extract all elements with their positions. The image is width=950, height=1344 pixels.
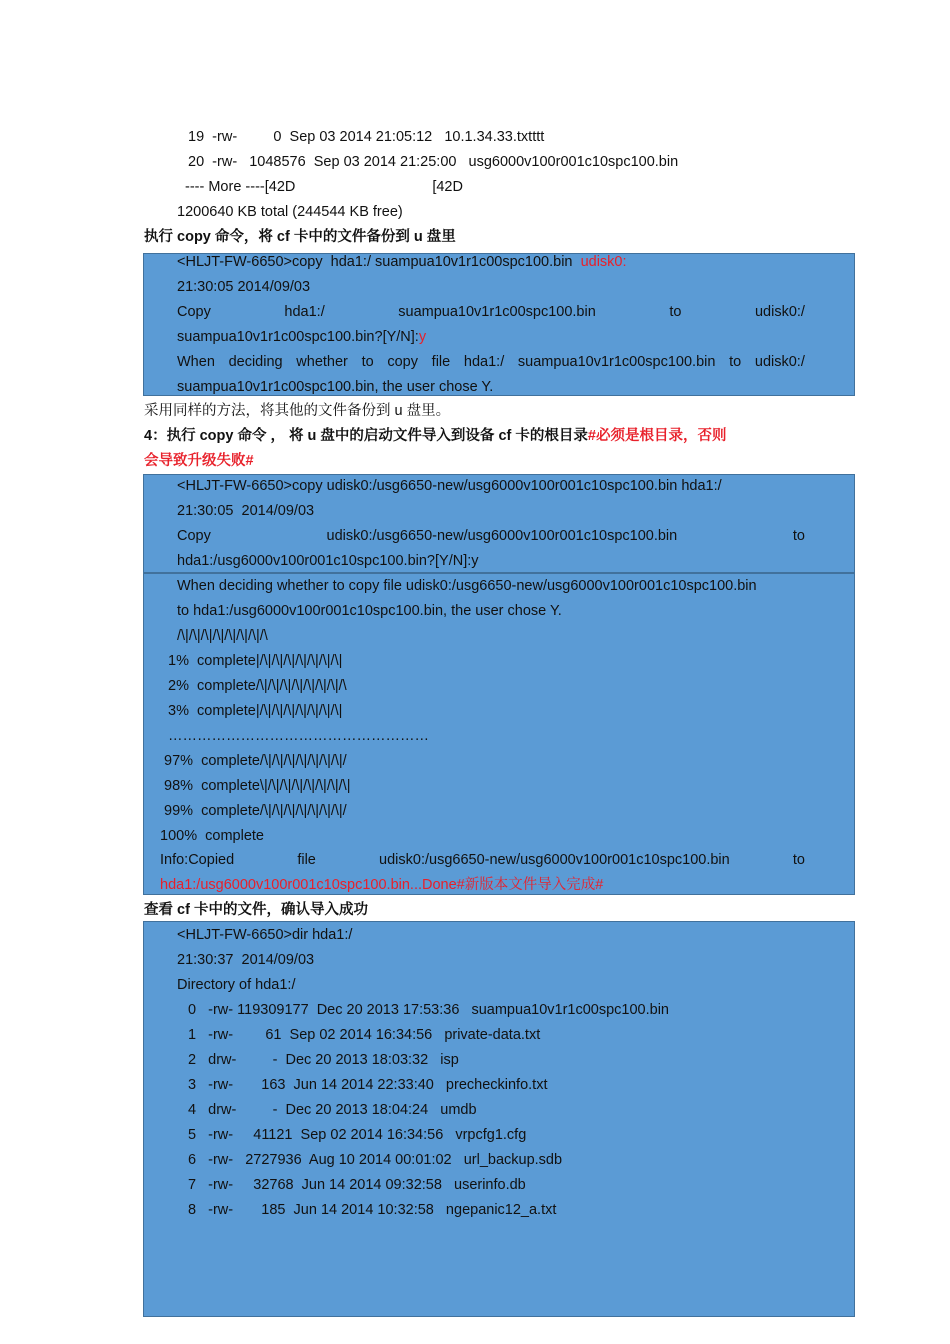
terminal-line: <HLJT-FW-6650>dir hda1:/ [177,927,353,943]
terminal-line: Copy udisk0:/usg6650-new/usg6000v100r001c10spc100.bin to [177,528,805,544]
progress-line: 99% complete/\|/\|/\|/\|/\|/\|/\|/ [164,803,347,819]
terminal-line: <HLJT-FW-6650>copy udisk0:/usg6650-new/usg6000v100r001c10spc100.bin hda1:/ [177,478,722,494]
terminal-line: to hda1:/usg6000v100r001c10spc100.bin, the user chose Y. [177,603,562,619]
terminal-line: Directory of hda1:/ [177,977,296,993]
section-heading-warning: 会导致升级失败# [144,453,254,469]
terminal-line: hda1:/usg6000v100r001c10spc100.bin?[Y/N]:y [177,553,479,569]
dir-row: 6 -rw- 2727936 Aug 10 2014 00:01:02 url_backup.sdb [188,1152,563,1168]
listing-total: 1200640 KB total (244544 KB free) [177,204,403,220]
dir-row: 0 -rw- 119309177 Dec 20 2013 17:53:36 suampua10v1r1c00spc100.bin [188,1002,669,1018]
terminal-line: 21:30:05 2014/09/03 [177,503,315,519]
terminal-line: <HLJT-FW-6650>copy hda1:/ suampua10v1r1c00spc100.bin udisk0: [177,254,627,270]
section-heading: 执行 copy 命令，将 cf 卡中的文件备份到 u 盘里 [144,229,456,245]
section-heading: 4：执行 copy 命令 ， 将 u 盘中的启动文件导入到设备 cf 卡的根目录#必须是根目录，否则 [144,428,727,444]
terminal-line: When deciding whether to copy file hda1:/ suampua10v1r1c00spc100.bin to udisk0:/ [177,354,805,370]
progress-line: 97% complete/\|/\|/\|/\|/\|/\|/\|/ [164,753,347,769]
paragraph: 采用同样的方法，将其他的文件备份到 u 盘里。 [144,403,451,419]
listing-line: 19 -rw- 0 Sep 03 2014 21:05:12 10.1.34.33.txtttt [188,129,545,145]
terminal-line: 21:30:05 2014/09/03 [177,279,311,295]
dir-row: 2 drw- - Dec 20 2013 18:03:32 isp [188,1052,459,1068]
progress-line: /\|/\|/\|/\|/\|/\|/\|/\ [177,628,268,644]
terminal-line: When deciding whether to copy file udisk0:/usg6650-new/usg6000v100r001c10spc100.bin [177,578,757,594]
section-heading: 查看 cf 卡中的文件，确认导入成功 [144,902,368,918]
dir-row: 8 -rw- 185 Jun 14 2014 10:32:58 ngepanic12_a.txt [188,1202,557,1218]
terminal-line: Info:Copied file udisk0:/usg6650-new/usg6000v100r001c10spc100.bin to [160,852,805,868]
terminal-block [143,253,855,396]
progress-line: 98% complete\|/\|/\|/\|/\|/\|/\|/\| [164,778,351,794]
listing-line: 20 -rw- 1048576 Sep 03 2014 21:25:00 usg6000v100r001c10spc100.bin [188,154,679,170]
dir-row: 1 -rw- 61 Sep 02 2014 16:34:56 private-data.txt [188,1027,541,1043]
progress-line: 100% complete [160,828,264,844]
listing-line: ---- More ----[42D [42D [185,179,463,195]
terminal-line-done: hda1:/usg6000v100r001c10spc100.bin...Done#新版本文件导入完成# [160,877,604,893]
progress-line: 3% complete|/\|/\|/\|/\|/\|/\|/\| [168,703,343,719]
dir-row: 7 -rw- 32768 Jun 14 2014 09:32:58 userinfo.db [188,1177,526,1193]
terminal-line: 21:30:37 2014/09/03 [177,952,315,968]
progress-ellipsis: ……………………………………………… [168,728,429,744]
progress-line: 2% complete/\|/\|/\|/\|/\|/\|/\|/\ [168,678,347,694]
dir-row: 5 -rw- 41121 Sep 02 2014 16:34:56 vrpcfg1.cfg [188,1127,527,1143]
dir-row: 3 -rw- 163 Jun 14 2014 22:33:40 precheckinfo.txt [188,1077,548,1093]
terminal-line: suampua10v1r1c00spc100.bin, the user chose Y. [177,379,494,395]
progress-line: 1% complete|/\|/\|/\|/\|/\|/\|/\| [168,653,343,669]
terminal-line: Copy hda1:/ suampua10v1r1c00spc100.bin to udisk0:/ [177,304,805,320]
dir-row: 4 drw- - Dec 20 2013 18:04:24 umdb [188,1102,477,1118]
terminal-line: suampua10v1r1c00spc100.bin?[Y/N]:y [177,329,427,345]
